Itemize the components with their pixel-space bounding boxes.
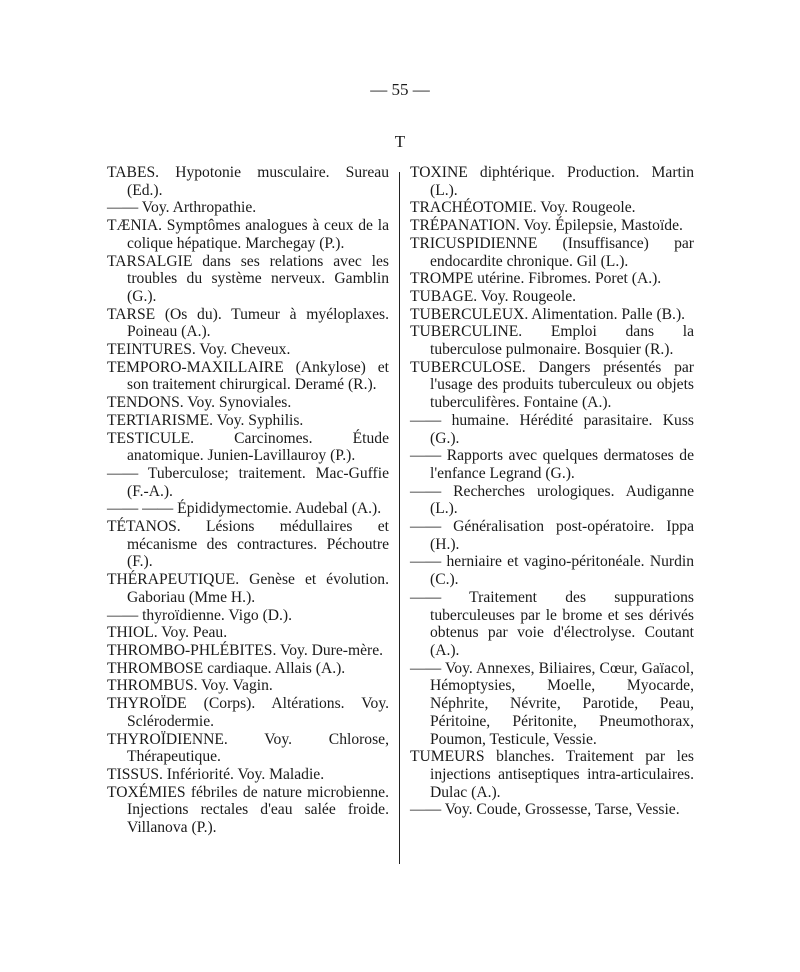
index-entry: THROMBUS. Voy. Vagin. <box>107 677 273 695</box>
index-entry: TARSALGIE dans ses relations avec les troubles du système nerveux. Gamblin (G.). <box>107 252 389 305</box>
index-entry: THÉRAPEUTIQUE. Genèse et évolution. Gaboriau (Mme H.). <box>107 571 389 606</box>
index-entry: TOXÉMIES fébriles de nature microbienne. Injections rectales d'eau salée froide. Villanova (P.). <box>107 783 389 837</box>
index-entry: TOXINE diphtérique. Production. Martin (L.). <box>410 164 694 199</box>
index-entry: TRICUSPIDIENNE (Insuffisance) par endocardite chronique. Gil (L.). <box>410 234 694 270</box>
index-entry: TRACHÉOTOMIE. Voy. Rougeole. <box>410 199 636 217</box>
index-entry: TARSE (Os du). Tumeur à myéloplaxes. Poineau (A.). <box>107 305 389 341</box>
index-entry: TUBERCULINE. Emploi dans la tuberculose pulmonaire. Bosquier (R.). <box>410 323 694 359</box>
index-entry: TEMPORO-MAXILLAIRE (Ankylose) et son traitement chirurgical. Deramé (R.). <box>107 358 389 394</box>
index-entry: THIOL. Voy. Peau. <box>107 624 228 642</box>
index-entry: TUBAGE. Voy. Rougeole. <box>410 287 577 305</box>
section-letter: T <box>394 132 406 151</box>
index-entry: THROMBOSE cardiaque. Allais (A.). <box>107 659 346 677</box>
index-entry: —— herniaire et vagino-péritonéale. Nurdin (C.). <box>410 553 694 589</box>
index-entry: THROMBO-PHLÉBITES. Voy. Dure-mère. <box>107 641 384 659</box>
index-entry: TÉTANOS. Lésions médullaires et mécanisme des contractures. Péchoutre (F.). <box>107 518 389 571</box>
index-entry: —— humaine. Hérédité parasitaire. Kuss (G.). <box>410 411 694 447</box>
index-entry: TERTIARISME. Voy. Syphilis. <box>107 411 304 429</box>
index-entry: —— Rapports avec quelques dermatoses de l'enfance Legrand (G.). <box>410 447 694 482</box>
index-entry: TENDONS. Voy. Synoviales. <box>107 394 292 412</box>
index-entry: —— —— Épididymectomie. Audebal (A.). <box>107 500 382 518</box>
index-entry: TROMPE utérine. Fibromes. Poret (A.). <box>410 270 662 288</box>
left-column <box>107 164 389 837</box>
index-entry: THYROÏDE (Corps). Altérations. Voy. Sclérodermie. <box>107 695 389 730</box>
index-entry: TUBERCULEUX. Alimentation. Palle (B.). <box>410 305 686 323</box>
index-entry: TESTICULE. Carcinomes. Étude anatomique. Junien-Lavillauroy (P.). <box>107 429 389 465</box>
index-entry: —— Voy. Coude, Grossesse, Tarse, Vessie. <box>410 801 680 819</box>
index-entry: —— Recherches urologiques. Audiganne (L.). <box>410 482 694 518</box>
page-number: — 55 — <box>370 80 430 99</box>
index-entry: —— Généralisation post-opératoire. Ippa (H.). <box>410 518 694 553</box>
index-entry: TRÉPANATION. Voy. Épilepsie, Mastoïde. <box>410 217 683 235</box>
index-entry: TUBERCULOSE. Dangers présentés par l'usage des produits tuberculeux ou objets tuberculifères. Fontaine (A.). <box>410 358 694 412</box>
index-entry: TISSUS. Infériorité. Voy. Maladie. <box>107 765 325 783</box>
right-column <box>410 164 694 819</box>
index-entry: TÆNIA. Symptômes analogues à ceux de la colique hépatique. Marchegay (P.). <box>107 217 389 252</box>
index-entry: —— thyroïdienne. Vigo (D.). <box>107 606 293 624</box>
index-entry: —— Voy. Arthropathie. <box>107 199 257 217</box>
index-entry: —— Tuberculose; traitement. Mac-Guffie (F.-A.). <box>107 464 389 500</box>
index-entry: —— Voy. Annexes, Biliaires, Cœur, Gaïacol, Hémoptysies, Moelle, Myocarde, Néphrite, Névrite, Parotide, Peau, Péritoine, Péritonite, Pneumothorax, Poumon, Testicule, Vessie. <box>410 659 694 748</box>
index-entry: TABES. Hypotonie musculaire. Sureau (Ed.). <box>107 164 389 199</box>
index-entry: THYROÏDIENNE. Voy. Chlorose, Thérapeutique. <box>107 730 389 766</box>
index-entry: —— Traitement des suppurations tuberculeuses par le brome et ses dérivés obtenus par voie d'électrolyse. Coutant (A.). <box>410 588 694 659</box>
column-divider <box>399 172 400 864</box>
index-entry: TEINTURES. Voy. Cheveux. <box>107 341 291 359</box>
index-entry: TUMEURS blanches. Traitement par les injections antiseptiques intra-articulaires. Dulac (A.). <box>410 748 694 801</box>
